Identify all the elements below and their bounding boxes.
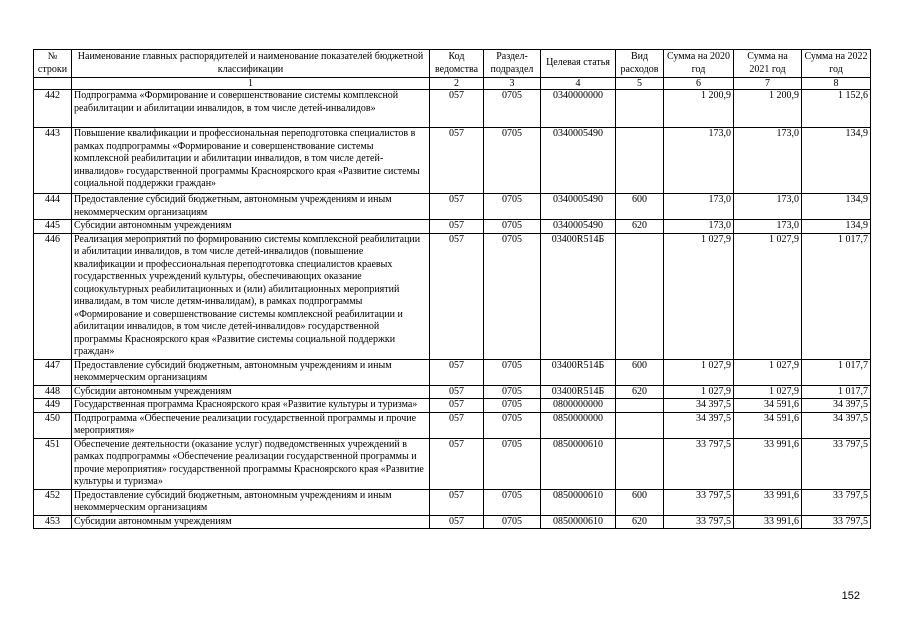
column-number: 7 (734, 78, 802, 90)
table-row (34, 90, 871, 128)
row-sum-2021: 173,0 (734, 128, 802, 194)
row-target-article: 0850000000 (541, 412, 616, 438)
row-number: 452 (34, 489, 72, 515)
row-sum-2022: 1 152,6 (802, 90, 871, 128)
row-sum-2021: 1 200,9 (734, 90, 802, 128)
row-target-article: 0340000000 (541, 90, 616, 128)
row-number: 448 (34, 385, 72, 399)
row-number: 451 (34, 438, 72, 489)
row-sum-2022: 33 797,5 (802, 489, 871, 515)
row-target-article: 0850000610 (541, 489, 616, 515)
row-target-article: 0850000610 (541, 515, 616, 529)
row-name: Реализация мероприятий по формированию системы комплексной реабилитации и абилитации инвалидов, в том числе детей-инвалидов (повышение квалификации и профессиональная переподготовка специалистов краевых государственных учреждений культуры, обеспечивающих оказание социокультурных реабилитационных и (или) абилитационных мероприятий инвалидам, в том числе детям-инвалидам), в рамках подпрограммы «Формирование и совершенствование системы комплексной реабилитации и абилитации инвалидов, в том числе детей-инвалидов» государственной программы Красноярского края «Развитие системы социальной поддержки граждан» (72, 233, 430, 359)
row-sum-2021: 1 027,9 (734, 233, 802, 359)
row-sum-2020: 33 797,5 (664, 515, 734, 529)
row-name: Государственная программа Красноярского края «Развитие культуры и туризма» (72, 399, 430, 413)
row-expense-type: 600 (616, 359, 664, 385)
row-name: Субсидии автономным учреждениям (72, 220, 430, 234)
row-expense-type (616, 90, 664, 128)
table-row (34, 489, 871, 515)
row-sum-2021: 33 991,6 (734, 438, 802, 489)
table-row (34, 515, 871, 529)
row-number: 446 (34, 233, 72, 359)
row-name: Обеспечение деятельности (оказание услуг) подведомственных учреждений в рамках подпрограммы «Обеспечение реализации государственной программы и прочие мероприятия» государственной программы Красноярского края «Развитие культуры и туризма» (72, 438, 430, 489)
row-section: 0705 (484, 385, 541, 399)
row-sum-2021: 1 027,9 (734, 359, 802, 385)
row-section: 0705 (484, 90, 541, 128)
row-sum-2020: 173,0 (664, 128, 734, 194)
row-expense-type (616, 128, 664, 194)
row-expense-type (616, 438, 664, 489)
column-number: 5 (616, 78, 664, 90)
column-number: 3 (484, 78, 541, 90)
row-name: Предоставление субсидий бюджетным, автономным учреждениям и иным некоммерческим организациям (72, 194, 430, 220)
row-section: 0705 (484, 438, 541, 489)
header-sum-2022: Сумма на 2022 год (802, 50, 871, 78)
row-sum-2020: 173,0 (664, 220, 734, 234)
row-section: 0705 (484, 128, 541, 194)
row-sum-2021: 33 991,6 (734, 515, 802, 529)
row-expense-type: 620 (616, 385, 664, 399)
column-number: 4 (541, 78, 616, 90)
row-dept-code: 057 (430, 194, 484, 220)
table-row (34, 220, 871, 234)
row-sum-2022: 1 017,7 (802, 233, 871, 359)
column-number-row (34, 78, 871, 90)
row-sum-2022: 33 797,5 (802, 515, 871, 529)
row-number: 449 (34, 399, 72, 413)
row-sum-2022: 134,9 (802, 128, 871, 194)
header-expense-type: Вид расходов (616, 50, 664, 78)
row-expense-type: 620 (616, 515, 664, 529)
row-expense-type (616, 412, 664, 438)
row-name: Субсидии автономным учреждениям (72, 515, 430, 529)
row-expense-type (616, 233, 664, 359)
row-section: 0705 (484, 412, 541, 438)
column-number: 6 (664, 78, 734, 90)
row-expense-type (616, 399, 664, 413)
row-sum-2020: 173,0 (664, 194, 734, 220)
row-dept-code: 057 (430, 385, 484, 399)
row-sum-2022: 34 397,5 (802, 399, 871, 413)
row-number: 447 (34, 359, 72, 385)
row-sum-2021: 173,0 (734, 194, 802, 220)
row-name: Подпрограмма «Обеспечение реализации государственной программы и прочие мероприятия» (72, 412, 430, 438)
row-sum-2020: 33 797,5 (664, 438, 734, 489)
row-section: 0705 (484, 220, 541, 234)
row-section: 0705 (484, 515, 541, 529)
table-row (34, 438, 871, 489)
budget-table (33, 49, 871, 529)
row-sum-2022: 134,9 (802, 220, 871, 234)
row-section: 0705 (484, 359, 541, 385)
header-section: Раздел-подраздел (484, 50, 541, 78)
row-sum-2021: 33 991,6 (734, 489, 802, 515)
row-sum-2020: 34 397,5 (664, 412, 734, 438)
row-name: Предоставление субсидий бюджетным, автономным учреждениям и иным некоммерческим организациям (72, 489, 430, 515)
row-target-article: 03400R514Б (541, 359, 616, 385)
row-name: Субсидии автономным учреждениям (72, 385, 430, 399)
table-header (34, 50, 871, 90)
budget-sheet (33, 49, 870, 529)
table-row (34, 194, 871, 220)
row-number: 442 (34, 90, 72, 128)
row-target-article: 0800000000 (541, 399, 616, 413)
row-target-article: 0850000610 (541, 438, 616, 489)
column-number: 8 (802, 78, 871, 90)
table-row (34, 233, 871, 359)
row-section: 0705 (484, 233, 541, 359)
header-sum-2021: Сумма на 2021 год (734, 50, 802, 78)
row-sum-2021: 34 591,6 (734, 399, 802, 413)
row-number: 443 (34, 128, 72, 194)
row-sum-2021: 173,0 (734, 220, 802, 234)
row-dept-code: 057 (430, 438, 484, 489)
row-dept-code: 057 (430, 128, 484, 194)
header-sum-2020: Сумма на 2020 год (664, 50, 734, 78)
row-target-article: 0340005490 (541, 128, 616, 194)
row-sum-2022: 34 397,5 (802, 412, 871, 438)
table-row (34, 412, 871, 438)
row-sum-2021: 34 591,6 (734, 412, 802, 438)
row-dept-code: 057 (430, 489, 484, 515)
row-section: 0705 (484, 399, 541, 413)
row-sum-2022: 33 797,5 (802, 438, 871, 489)
header-target-article: Целевая статья (541, 50, 616, 78)
row-section: 0705 (484, 194, 541, 220)
row-section: 0705 (484, 489, 541, 515)
row-target-article: 0340005490 (541, 220, 616, 234)
row-target-article: 0340005490 (541, 194, 616, 220)
row-sum-2020: 1 027,9 (664, 359, 734, 385)
row-number: 445 (34, 220, 72, 234)
column-number (34, 78, 72, 90)
row-dept-code: 057 (430, 90, 484, 128)
row-name: Подпрограмма «Формирование и совершенствование системы комплексной реабилитации и абилитации инвалидов, в том числе детей-инвалидов» (72, 90, 430, 128)
table-row (34, 359, 871, 385)
row-target-article: 03400R514Б (541, 385, 616, 399)
table-row (34, 385, 871, 399)
row-number: 450 (34, 412, 72, 438)
header-row-number: № строки (34, 50, 72, 78)
row-sum-2020: 33 797,5 (664, 489, 734, 515)
header-dept-code: Код ведомства (430, 50, 484, 78)
row-expense-type: 620 (616, 220, 664, 234)
table-body (34, 90, 871, 529)
table-row (34, 128, 871, 194)
row-dept-code: 057 (430, 233, 484, 359)
row-expense-type: 600 (616, 489, 664, 515)
header-name: Наименование главных распорядителей и наименование показателей бюджетной классификации (72, 50, 430, 78)
row-expense-type: 600 (616, 194, 664, 220)
column-number: 2 (430, 78, 484, 90)
column-number: 1 (72, 78, 430, 90)
row-dept-code: 057 (430, 359, 484, 385)
row-sum-2022: 1 017,7 (802, 359, 871, 385)
row-name: Предоставление субсидий бюджетным, автономным учреждениям и иным некоммерческим организациям (72, 359, 430, 385)
row-sum-2020: 34 397,5 (664, 399, 734, 413)
row-sum-2022: 1 017,7 (802, 385, 871, 399)
row-sum-2022: 134,9 (802, 194, 871, 220)
row-target-article: 03400R514Б (541, 233, 616, 359)
row-dept-code: 057 (430, 220, 484, 234)
row-sum-2020: 1 027,9 (664, 233, 734, 359)
row-dept-code: 057 (430, 515, 484, 529)
row-dept-code: 057 (430, 399, 484, 413)
row-sum-2021: 1 027,9 (734, 385, 802, 399)
row-number: 444 (34, 194, 72, 220)
table-row (34, 399, 871, 413)
page-number: 152 (841, 590, 860, 602)
row-dept-code: 057 (430, 412, 484, 438)
row-sum-2020: 1 027,9 (664, 385, 734, 399)
row-sum-2020: 1 200,9 (664, 90, 734, 128)
row-number: 453 (34, 515, 72, 529)
row-name: Повышение квалификации и профессиональная переподготовка специалистов в рамках подпрограммы «Формирование и совершенствование системы комплексной реабилитации и абилитации инвалидов, в том числе детей-инвалидов» государственной программы Красноярского края «Развитие системы социальной поддержки граждан» (72, 128, 430, 194)
